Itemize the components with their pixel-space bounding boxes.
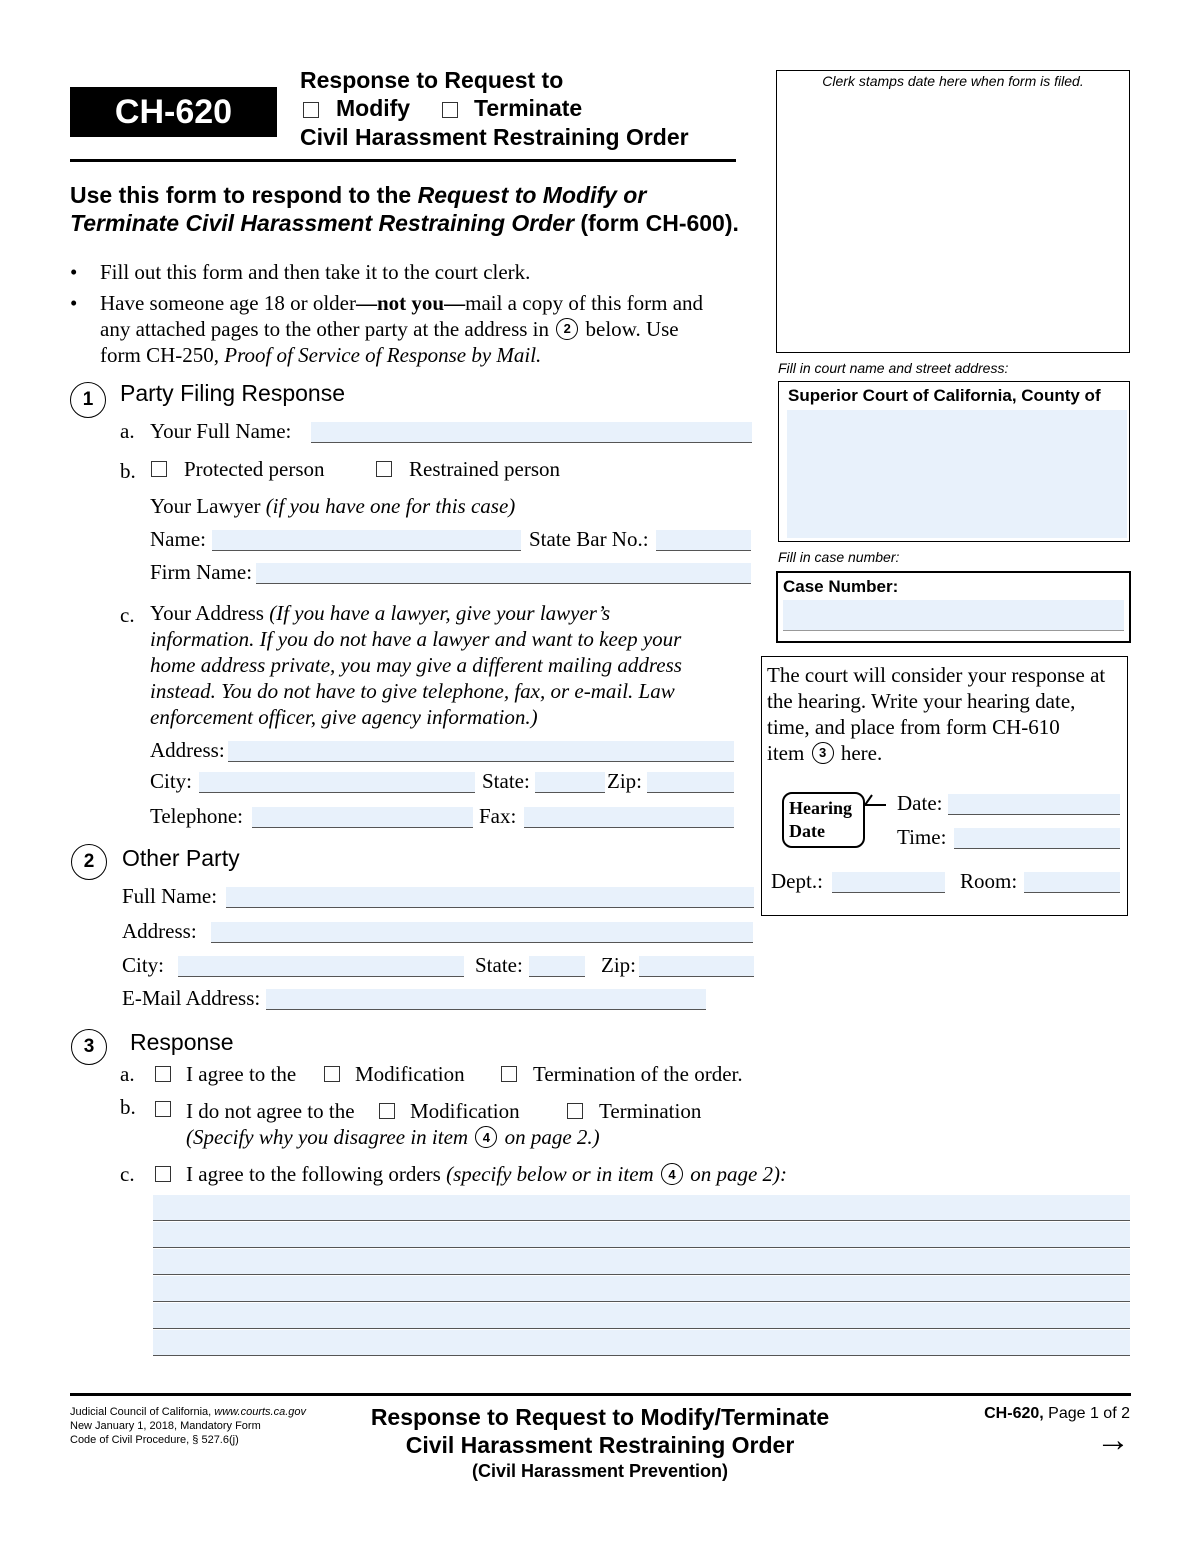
form-title-line1: Response to Request to [300, 67, 564, 93]
section-3-number: 3 [71, 1029, 107, 1065]
s3-agree-modification-label: Modification [355, 1062, 465, 1086]
s3-disagree-termination-label: Termination [599, 1099, 702, 1123]
hearing-dept-label: Dept.: [771, 869, 823, 893]
s1-state-field[interactable] [535, 772, 605, 793]
footer-left [70, 1405, 306, 1447]
s3-disagree-checkbox[interactable] [155, 1101, 171, 1117]
s3-agree-termination-checkbox[interactable] [501, 1066, 517, 1082]
fax-field[interactable] [524, 807, 734, 828]
s2-address-field[interactable] [211, 922, 753, 943]
hearing-date-label: Date: [897, 791, 943, 815]
s2-state-label: State: [475, 953, 523, 977]
lawyer-label: Your Lawyer [150, 494, 261, 518]
s2-email-label: E-Mail Address: [122, 986, 261, 1010]
bullet-2-c: any attached pages to the other party at the address in [100, 317, 549, 341]
firm-name-field[interactable] [256, 563, 751, 584]
section-3-title: Response [130, 1029, 234, 1055]
lawyer-name-field[interactable] [212, 530, 521, 551]
footer-website: www.courts.ca.gov [214, 1406, 306, 1418]
intro-lead-end: (form CH-600). [574, 210, 739, 236]
hearing-date-badge [782, 792, 865, 848]
footer-code: Code of Civil Procedure, § 527.6(j) [70, 1434, 239, 1446]
address-italic-1: (If you have a lawyer, give your lawyer’s [269, 601, 611, 625]
fax-label: Fax: [479, 804, 517, 828]
hearing-time-label: Time: [897, 825, 947, 849]
s1-a-letter: a. [120, 419, 135, 443]
footer-form-date: New January 1, 2018, Mandatory Form [70, 1420, 261, 1432]
terminate-label: Terminate [474, 95, 583, 121]
s2-state-field[interactable] [529, 956, 585, 977]
s3-agree-orders-checkbox[interactable] [155, 1166, 171, 1182]
restrained-person-checkbox[interactable] [376, 461, 392, 477]
orders-line-6[interactable] [153, 1330, 1130, 1356]
badge-line-2: Date [789, 821, 825, 841]
s3-c-italic-b: on page 2): [690, 1162, 788, 1186]
item-3-ref: 3 [812, 742, 834, 764]
state-bar-field[interactable] [656, 530, 751, 551]
s3-disagree-modification-checkbox[interactable] [379, 1103, 395, 1119]
footer-page-number: Page 1 of 2 [1043, 1405, 1130, 1422]
hearing-dept-field[interactable] [832, 872, 945, 893]
hearing-line-3: time, and place from form CH-610 [767, 715, 1060, 739]
address-italic-3: home address private, you may give a different mailing address [150, 653, 682, 677]
modify-label: Modify [336, 95, 411, 121]
s1-state-label: State: [482, 769, 530, 793]
orders-line-1[interactable] [153, 1195, 1130, 1221]
court-instruction: Fill in court name and street address: [778, 360, 1009, 376]
hearing-time-field[interactable] [954, 828, 1120, 849]
s3-b-letter: b. [120, 1095, 136, 1119]
case-heading: Case Number: [783, 577, 899, 596]
s3-a-letter: a. [120, 1062, 135, 1086]
bullet-2-b: mail a copy of this form and [465, 291, 704, 315]
s3-agree-modification-checkbox[interactable] [324, 1066, 340, 1082]
bullet-2-bold: —not you— [356, 291, 466, 315]
address-instructions [150, 600, 750, 730]
hearing-instructions [767, 662, 1105, 766]
s3-c-italic-a: (specify below or in item [446, 1162, 654, 1186]
footer-council: Judicial Council of California, [70, 1406, 215, 1418]
section-1-title: Party Filing Response [120, 380, 345, 406]
section-1-number: 1 [70, 382, 106, 418]
s2-full-name-label: Full Name: [122, 884, 218, 908]
bullet-2-a: Have someone age 18 or older [100, 291, 356, 315]
item-4-ref-b: 4 [475, 1126, 497, 1148]
s2-full-name-field[interactable] [226, 887, 754, 908]
footer-title-2: Civil Harassment Restraining Order [405, 1432, 795, 1458]
address-italic-2: information. If you do not have a lawyer and want to keep your [150, 627, 682, 651]
footer-title-1: Response to Request to Modify/Terminate [370, 1404, 830, 1430]
s3-c-label: I agree to the following orders [186, 1162, 441, 1186]
next-page-arrow-icon: → [1096, 1421, 1130, 1459]
terminate-checkbox[interactable] [442, 102, 458, 118]
item-2-ref: 2 [556, 318, 578, 340]
hearing-line-2: the hearing. Write your hearing date, [767, 689, 1076, 713]
form-code-badge [70, 87, 277, 137]
address-italic-4: instead. You do not have to give telephone, fax, or e-mail. Law [150, 679, 675, 703]
intro-lead [70, 181, 770, 237]
s3-disagree-label: I do not agree to the [186, 1099, 355, 1123]
s2-zip-field[interactable] [639, 956, 754, 977]
footer-title-3: (Civil Harassment Prevention) [471, 1461, 729, 1481]
state-bar-label: State Bar No.: [529, 527, 649, 551]
footer-center [300, 1403, 900, 1483]
hearing-line-4b: here. [840, 741, 883, 765]
hearing-room-field[interactable] [1024, 872, 1120, 893]
s3-disagree-termination-checkbox[interactable] [567, 1103, 583, 1119]
s2-email-field[interactable] [266, 989, 706, 1010]
s2-city-label: City: [122, 953, 165, 977]
hearing-room-label: Room: [960, 869, 1018, 893]
protected-person-checkbox[interactable] [151, 461, 167, 477]
s1-city-label: City: [150, 769, 193, 793]
s2-city-field[interactable] [178, 956, 464, 977]
s1-zip-field[interactable] [647, 772, 734, 793]
orders-line-2[interactable] [153, 1222, 1130, 1248]
section-2-title: Other Party [122, 845, 240, 871]
intro-lead-italic: Request to Modify or [417, 182, 647, 208]
hearing-line-1: The court will consider your response at [767, 663, 1106, 687]
modify-checkbox[interactable] [303, 102, 319, 118]
intro-lead-italic-2: Terminate Civil Harassment Restraining Order [70, 210, 575, 236]
s1-address-field[interactable] [228, 741, 734, 762]
firm-name-label: Firm Name: [150, 560, 253, 584]
bullet-2-d: below. Use [585, 317, 679, 341]
s3-disagree-modification-label: Modification [410, 1099, 520, 1123]
header-rule [70, 159, 736, 162]
s2-zip-label: Zip: [601, 953, 636, 977]
s3-b-italic-b: on page 2.) [504, 1125, 600, 1149]
clerk-stamp-label: Clerk stamps date here when form is filed. [822, 73, 1084, 89]
s3-agree-termination-label: Termination of the order. [533, 1062, 743, 1086]
s1-address-label: Address: [150, 738, 225, 762]
hearing-date-field[interactable] [948, 794, 1120, 815]
clerk-stamp-box [776, 70, 1130, 353]
telephone-field[interactable] [252, 807, 473, 828]
orders-line-4[interactable] [153, 1276, 1130, 1302]
s3-b-italic-a: (Specify why you disagree in item [186, 1125, 469, 1149]
badge-line-1: Hearing [789, 798, 852, 818]
address-label: Your Address [150, 601, 264, 625]
s3-agree-orders-line [186, 1162, 787, 1187]
s1-full-name-label: Your Full Name: [150, 419, 292, 443]
lawyer-italic: (if you have one for this case) [265, 494, 516, 518]
lawyer-name-label: Name: [150, 527, 206, 551]
court-name-field[interactable] [787, 410, 1127, 538]
s3-agree-checkbox[interactable] [155, 1066, 171, 1082]
form-code: CH-620 [114, 92, 233, 131]
case-instruction: Fill in case number: [778, 549, 900, 565]
protected-person-label: Protected person [184, 457, 325, 481]
bullet-2-e: form CH-250, [100, 343, 225, 368]
form-title-line3: Civil Harassment Restraining Order [300, 124, 689, 150]
s1-full-name-field[interactable] [311, 422, 752, 443]
badge-arrow-icon [862, 792, 888, 810]
section-2-number: 2 [71, 844, 107, 880]
s1-b-letter: b. [120, 459, 136, 483]
bullet-1-text: Fill out this form and then take it to the court clerk. [100, 260, 531, 284]
address-italic-5: enforcement officer, give agency information.) [150, 705, 538, 729]
s3-disagree-note [186, 1125, 600, 1150]
telephone-label: Telephone: [150, 804, 243, 828]
s1-zip-label: Zip: [607, 769, 642, 793]
lawyer-heading [150, 494, 515, 519]
bullet-2-italic: Proof of Service of Response by Mail. [224, 343, 542, 368]
orders-line-3[interactable] [153, 1249, 1130, 1275]
restrained-person-label: Restrained person [409, 457, 561, 481]
court-box [778, 381, 1130, 542]
s3-agree-label: I agree to the [186, 1062, 297, 1086]
s1-city-field[interactable] [199, 772, 475, 793]
footer-form-code: CH-620, [984, 1405, 1044, 1422]
s2-address-label: Address: [122, 919, 197, 943]
item-4-ref-c: 4 [661, 1163, 683, 1185]
s3-c-letter: c. [120, 1162, 135, 1186]
case-box [776, 571, 1131, 643]
intro-lead-text: Use this form to respond to the [70, 182, 418, 208]
orders-line-5[interactable] [153, 1303, 1130, 1329]
hearing-line-4a: item [767, 741, 805, 765]
court-heading: Superior Court of California, County of [788, 386, 1101, 405]
case-number-field[interactable] [783, 600, 1124, 631]
footer-rule [70, 1393, 1131, 1396]
s1-c-letter: c. [120, 603, 135, 627]
